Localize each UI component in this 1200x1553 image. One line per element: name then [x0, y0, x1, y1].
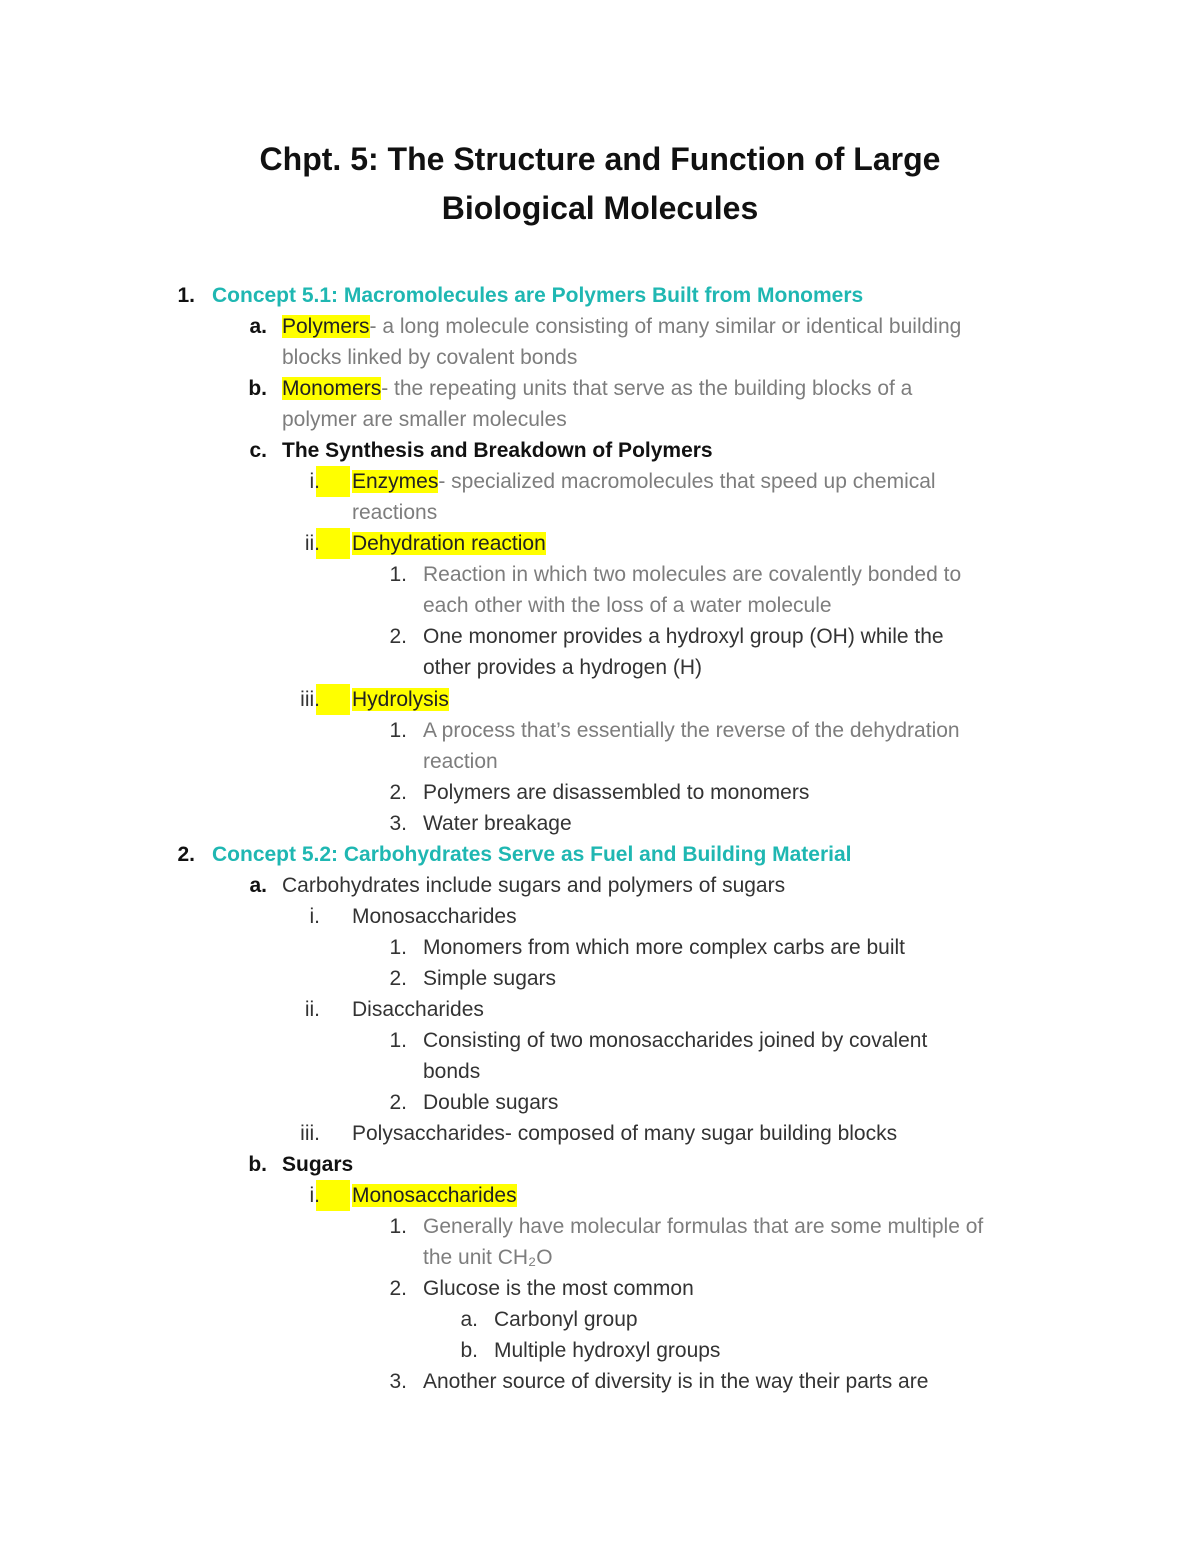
definition-text: polymer are smaller molecules — [282, 408, 567, 431]
list-item-text: other provides a hydrogen (H) — [423, 656, 702, 679]
list-item-enzymes — [0, 466, 1200, 497]
list-marker: a. — [460, 1308, 478, 1331]
list-marker: 2. — [177, 843, 195, 866]
list-item — [0, 808, 1200, 839]
highlighted-term: Monomers — [282, 377, 382, 400]
concept-5-2-heading — [0, 839, 1200, 870]
list-item — [0, 1087, 1200, 1118]
list-marker: ii. — [304, 532, 320, 555]
list-item-text: Monosaccharides — [352, 905, 517, 928]
list-item-text: Reaction in which two molecules are covalently bonded to — [423, 563, 962, 586]
list-marker: 2. — [389, 781, 407, 804]
highlighted-term: Dehydration reaction — [352, 532, 546, 555]
highlighted-term: Enzymes — [352, 470, 439, 493]
definition-text: reactions — [352, 501, 438, 524]
concept-title: Concept 5.2: Carbohydrates Serve as Fuel and Building Material — [212, 843, 852, 866]
list-marker: ii. — [304, 998, 320, 1021]
list-item — [0, 777, 1200, 808]
list-item — [0, 963, 1200, 994]
list-marker: 3. — [389, 1370, 407, 1393]
list-item-text: each other with the loss of a water molecule — [423, 594, 832, 617]
concept-title: Concept 5.1: Macromolecules are Polymers Built from Monomers — [212, 284, 864, 307]
list-marker: c. — [249, 439, 267, 462]
list-item-monomers — [0, 373, 1200, 404]
list-item-sugars-heading — [0, 1149, 1200, 1180]
list-item-continuation — [0, 746, 1200, 777]
subsection-heading: The Synthesis and Breakdown of Polymers — [282, 439, 713, 462]
list-item-text: Double sugars — [423, 1091, 559, 1114]
list-marker: i. — [309, 1184, 320, 1207]
list-item — [0, 994, 1200, 1025]
highlighted-term: Monosaccharides — [352, 1184, 517, 1207]
list-item-continuation — [0, 1242, 1200, 1273]
list-item — [0, 901, 1200, 932]
list-marker: 1. — [389, 563, 407, 586]
list-item-text: A process that’s essentially the reverse of the dehydration — [423, 719, 960, 742]
list-item-continuation — [0, 1056, 1200, 1087]
list-item-text: the unit CH₂O — [423, 1246, 553, 1269]
list-item — [0, 1118, 1200, 1149]
list-item-text: Simple sugars — [423, 967, 557, 990]
list-item-hydrolysis — [0, 684, 1200, 715]
list-marker: a. — [249, 315, 267, 338]
list-marker: 3. — [389, 812, 407, 835]
list-item — [0, 1366, 1200, 1397]
list-item-text: Carbohydrates include sugars and polymers of sugars — [282, 874, 786, 897]
list-marker: b. — [460, 1339, 478, 1362]
list-item — [0, 870, 1200, 901]
list-item-text: Carbonyl group — [494, 1308, 638, 1331]
definition-text: - the repeating units that serve as the building blocks of a — [381, 377, 913, 400]
list-item-text: Polysaccharides- composed of many sugar building blocks — [352, 1122, 898, 1145]
list-item-monosaccharides — [0, 1180, 1200, 1211]
definition-text: - specialized macromolecules that speed up chemical — [438, 470, 936, 493]
list-item — [0, 1025, 1200, 1056]
list-item-text: Glucose is the most common — [423, 1277, 694, 1300]
list-item-text: One monomer provides a hydroxyl group (OH) while the — [423, 625, 944, 648]
highlighted-term: Hydrolysis — [352, 688, 449, 711]
list-marker: i. — [309, 470, 320, 493]
definition-text: - a long molecule consisting of many similar or identical building — [369, 315, 962, 338]
list-item — [0, 1335, 1200, 1366]
list-item-text: bonds — [423, 1060, 481, 1083]
list-item-text: Consisting of two monosaccharides joined by covalent — [423, 1029, 928, 1052]
list-marker: 1. — [389, 1215, 407, 1238]
list-item — [0, 621, 1200, 652]
list-item-text: reaction — [423, 750, 498, 773]
list-item — [0, 1211, 1200, 1242]
highlighted-term: Polymers — [282, 315, 370, 338]
list-item — [0, 1304, 1200, 1335]
list-item-polymers — [0, 311, 1200, 342]
list-item-text: Water breakage — [423, 812, 572, 835]
list-item-continuation — [0, 590, 1200, 621]
list-item — [0, 932, 1200, 963]
list-item — [0, 559, 1200, 590]
list-item-text: Polymers are disassembled to monomers — [423, 781, 810, 804]
definition-text: blocks linked by covalent bonds — [282, 346, 578, 369]
list-marker: 1. — [389, 719, 407, 742]
list-marker: 2. — [389, 1277, 407, 1300]
list-marker: 1. — [389, 936, 407, 959]
list-item-text: Generally have molecular formulas that are some multiple of — [423, 1215, 984, 1238]
concept-5-1-heading — [0, 280, 1200, 311]
list-item-continuation — [0, 497, 1200, 528]
page-title-line-1: Chpt. 5: The Structure and Function of Large — [259, 141, 941, 177]
list-marker: 2. — [389, 967, 407, 990]
list-item-text: Disaccharides — [352, 998, 484, 1021]
list-item-text: Another source of diversity is in the way their parts are — [423, 1370, 929, 1393]
list-marker: 1. — [389, 1029, 407, 1052]
list-item-continuation — [0, 404, 1200, 435]
list-marker: iii. — [300, 688, 320, 711]
list-item-continuation — [0, 342, 1200, 373]
list-item-text: Multiple hydroxyl groups — [494, 1339, 721, 1362]
list-item-text: Monomers from which more complex carbs are built — [423, 936, 905, 959]
list-item-dehydration — [0, 528, 1200, 559]
list-marker: iii. — [300, 1122, 320, 1145]
list-item-synthesis-heading — [0, 435, 1200, 466]
page-title-line-2: Biological Molecules — [441, 190, 759, 226]
list-marker: 2. — [389, 1091, 407, 1114]
list-marker: i. — [309, 905, 320, 928]
list-marker: a. — [249, 874, 267, 897]
list-marker: 2. — [389, 625, 407, 648]
list-item — [0, 1273, 1200, 1304]
list-item-continuation — [0, 652, 1200, 683]
list-marker: b. — [248, 1153, 267, 1176]
subsection-heading: Sugars — [282, 1153, 354, 1176]
list-marker: 1. — [177, 284, 195, 307]
list-item — [0, 715, 1200, 746]
list-marker: b. — [248, 377, 267, 400]
